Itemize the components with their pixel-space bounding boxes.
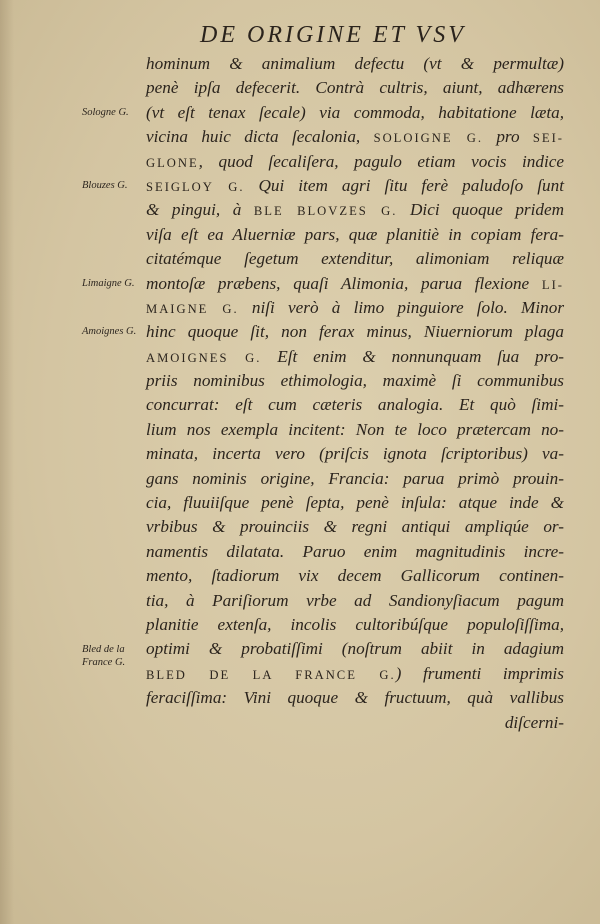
text-line [146,369,564,393]
text-line [146,442,564,466]
text-line [146,223,564,247]
text-run: gans nominis origine, Francia: parua primò prouin- [146,468,564,488]
small-caps-term: MAIGNE G. [146,301,239,316]
body-text [146,52,564,735]
marginal-note: Limaigne G. [82,277,135,289]
text-line [146,418,564,442]
marginal-note: Bled de la France G. [82,643,126,668]
text-run: lium nos exempla incitent: Non te loco prætercam no- [146,419,564,439]
text-line [146,345,564,369]
text-run: pro [482,127,533,147]
text-line [146,320,564,344]
running-head: DE ORIGINE ET VSV [200,22,466,48]
small-caps-term: SEIGLOY G. [146,179,245,194]
marginal-note: Blouzes G. [82,180,128,191]
text-run: Eſt enim & nonnunquam ſua pro- [261,346,565,366]
text-run: minata, incerta vero (priſcis ignota ſcriptoribus) va- [146,444,564,464]
text-run: Dici quoque pridem [397,200,565,220]
text-line [146,564,564,588]
text-run: mento, ſtadiorum vix decem Gallicorum continen- [146,566,564,586]
text-run: penè ipſa defecerit. Contrà cultris, aiunt, adhærens [146,78,564,98]
text-run: optimi & probatiſſimi (noſtrum abiit in adagium [146,639,564,659]
text-line [146,174,564,198]
marginal-note: Amoignes G. [82,326,137,338]
text-run: vicina huic dicta ſecalonia, [146,127,374,147]
text-run: feraciſſima: Vini quoque & fructuum, quà vallibus [146,688,564,708]
text-line [146,711,564,735]
small-caps-term: SOLOIGNE G. [373,131,483,146]
text-run: ) frumenti imprimis [395,663,564,683]
text-run: priis nominibus ethimologia, maximè ſi communibus [146,371,564,391]
text-line [146,686,564,710]
text-line [146,393,564,417]
text-line [146,491,564,515]
text-line [146,125,564,149]
marginal-note: Sologne G. [82,106,129,118]
text-line [146,540,564,564]
text-run: planitie extenſa, incolis cultoribúſque populoſiſſima, [146,614,564,634]
text-line [146,613,564,637]
text-line [146,150,564,174]
text-run: tia, à Pariſiorum vrbe ad Sandionyſiacum pagum [146,590,564,610]
text-run: viſa eſt ea Aluerniæ pars, quæ planitiè in copiam fera- [146,224,564,244]
text-line [146,589,564,613]
text-run: (vt eſt tenax ſecale) via commoda, habitatione læta, [146,102,564,122]
text-run: montoſæ præbens, quaſi Alimonia, parua flexione [146,273,542,293]
text-line [146,296,564,320]
text-line [146,101,564,125]
text-run: Qui item agri ſitu ferè paludoſo ſunt [244,175,564,195]
text-run: cia, fluuiiſque penè ſepta, penè inſula: atque inde & [146,493,564,513]
text-run: namentis dilatata. Paruo enim magnitudinis incre- [146,541,564,561]
text-run: vrbibus & prouinciis & regni antiqui ampliqúe or- [146,517,564,537]
text-line [146,272,564,296]
text-run: hinc quoque ſit, non ferax minus, Niuerniorum plaga [146,322,564,342]
text-line [146,637,564,661]
text-line [146,515,564,539]
text-line [146,247,564,271]
text-run: & pingui, à [146,200,254,220]
text-line [146,52,564,76]
text-line [146,198,564,222]
text-run: hominum & animalium defectu (vt & permultæ) [146,54,564,73]
text-line [146,467,564,491]
text-run: , quod ſecaliſera, pagulo etiam vocis indice [198,151,564,171]
text-line [146,662,564,686]
text-run: concurrat: eſt cum cæteris analogia. Et quò ſimi- [146,395,564,415]
small-caps-term: BLED DE LA FRANCE G. [146,667,396,682]
small-caps-term: LI- [541,277,564,292]
text-run: citatémque ſegetum extenditur, alimoniam reliquæ [146,249,564,269]
text-run: niſi verò à limo pinguiore ſolo. Minor [238,297,565,317]
small-caps-term: SEI- [532,131,564,146]
small-caps-term: BLE BLOVZES G. [253,204,398,219]
text-line [146,76,564,100]
small-caps-term: AMOIGNES G. [146,350,262,365]
small-caps-term: GLONE [146,155,199,170]
text-run: diſcerni- [504,712,564,732]
